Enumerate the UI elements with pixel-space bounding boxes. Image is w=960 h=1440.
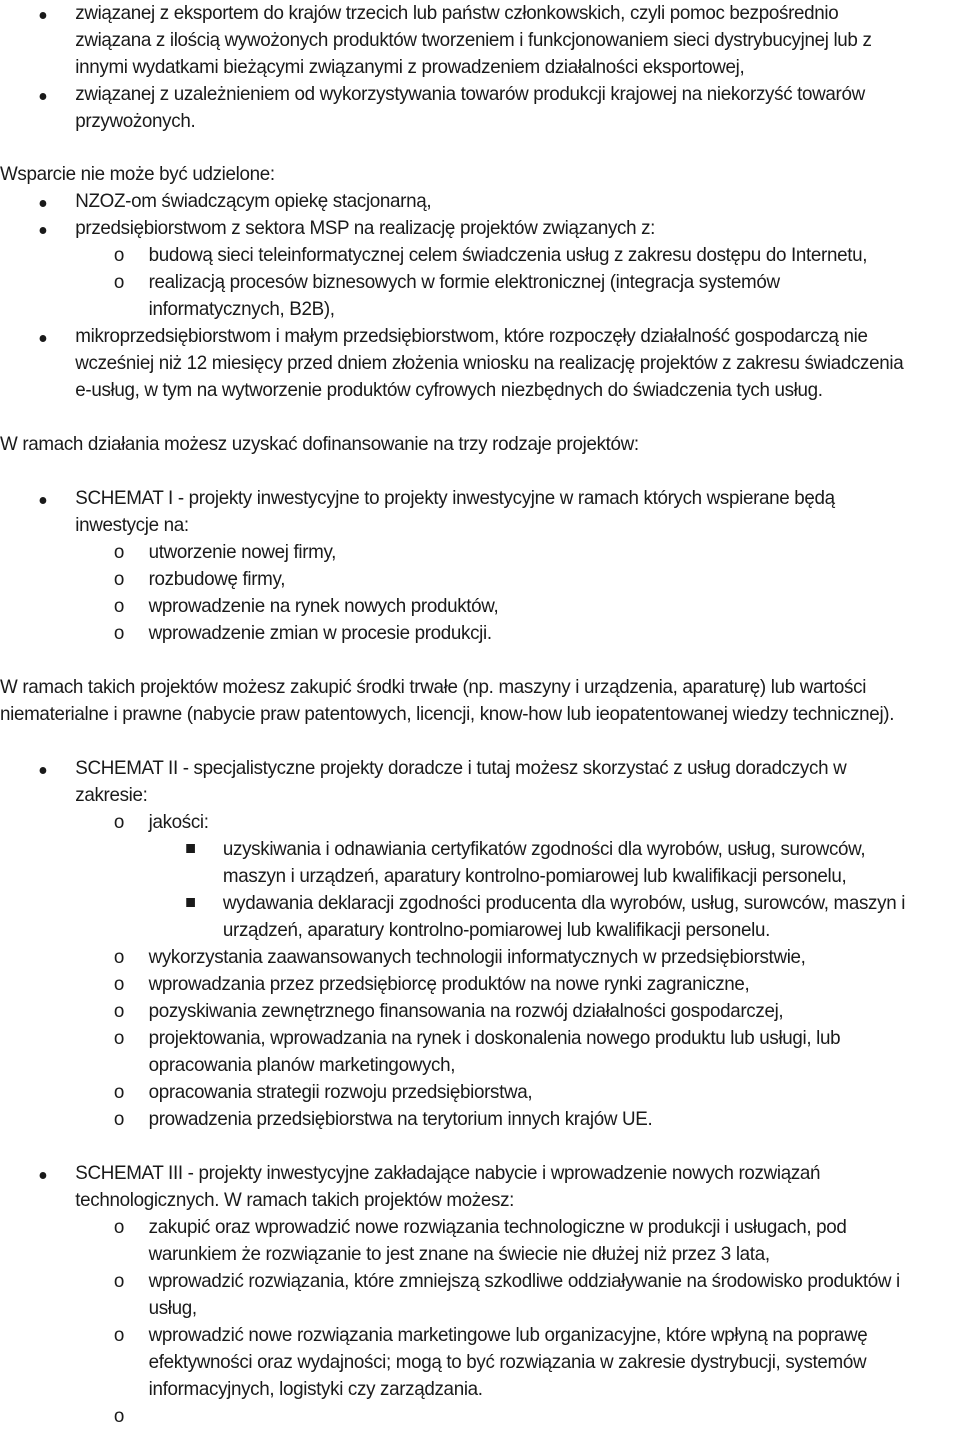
text-line: maszyn i urządzeń, aparatury kontrolno-pomiarowej lub kwalifikacji personelu, (222, 865, 847, 887)
section-heading: W ramach działania możesz uzyskać dofinansowanie na trzy rodzaje projektów: (0, 433, 639, 455)
text-line: pozyskiwania zewnętrznego finansowania na rozwój działalności gospodarczej, (148, 1000, 784, 1022)
circle-bullet-icon: o (113, 244, 125, 266)
text-line: SCHEMAT III - projekty inwestycyjne zakładające nabycie i wprowadzenie nowych rozwiązań (75, 1162, 821, 1184)
text-line: opracowania strategii rozwoju przedsiębiorstwa, (148, 1081, 533, 1103)
text-line: efektywności oraz wydajności; mogą to być rozwiązania w zakresie dystrybucji, systemów (148, 1351, 867, 1373)
circle-bullet-icon: o (113, 946, 125, 968)
bullet-icon (40, 12, 47, 19)
text-line: projektowania, wprowadzania na rynek i doskonalenia nowego produktu lub usługi, lub (148, 1027, 841, 1049)
text-line: realizacją procesów biznesowych w formie elektronicznej (integracja systemów (148, 271, 780, 293)
bullet-icon (40, 1172, 47, 1179)
circle-bullet-icon: o (113, 1324, 125, 1346)
circle-bullet-icon: o (113, 1108, 125, 1130)
text-line: wprowadzenie zmian w procesie produkcji. (148, 622, 492, 644)
text-line: uzyskiwania i odnawiania certyfikatów zgodności dla wyrobów, usług, surowców, (222, 838, 866, 860)
text-line: NZOZ-om świadczącym opiekę stacjonarną, (75, 190, 432, 212)
text-line: związanej z uzależnieniem od wykorzystywania towarów produkcji krajowej na niekorzyść towarów (75, 83, 865, 105)
circle-bullet-icon: o (113, 811, 125, 833)
text-line: wydawania deklaracji zgodności producenta dla wyrobów, usług, surowców, maszyn i (222, 892, 906, 914)
text-line: niematerialne i prawne (nabycie praw patentowych, licencji, know-how lub ieopatentowanej wiedzy technicznej). (0, 703, 895, 725)
text-line: urządzeń, aparatury kontrolno-pomiarowej lub kwalifikacji personelu. (222, 919, 770, 941)
circle-bullet-icon: o (113, 1216, 125, 1238)
text-line: związanej z eksportem do krajów trzecich lub państw członkowskich, czyli pomoc bezpośrednio (75, 2, 839, 24)
text-line: opracowania planów marketingowych, (148, 1054, 456, 1076)
circle-bullet-icon: o (113, 1000, 125, 1022)
text-line: inwestycje na: (75, 514, 189, 536)
text-line: SCHEMAT I - projekty inwestycyjne to projekty inwestycyjne w ramach których wspierane będą (75, 487, 835, 509)
text-line: przedsiębiorstwom z sektora MSP na realizację projektów związanych z: (75, 217, 656, 239)
bullet-icon (40, 93, 47, 100)
text-line: przywożonych. (75, 110, 196, 132)
circle-bullet-icon: o (113, 973, 125, 995)
text-line: SCHEMAT II - specjalistyczne projekty doradcze i tutaj możesz skorzystać z usług doradczych w (75, 757, 847, 779)
text-line: jakości: (148, 811, 209, 833)
bullet-icon (40, 767, 47, 774)
text-line: wcześniej niż 12 miesięcy przed dniem złożenia wniosku na realizację projektów z zakresu świadczenia (75, 352, 904, 374)
text-line: wprowadzenie na rynek nowych produktów, (148, 595, 499, 617)
circle-bullet-icon: o (113, 1405, 125, 1427)
text-line: zakupić oraz wprowadzić nowe rozwiązania technologiczne w produkcji i usługach, pod (148, 1216, 847, 1238)
bullet-icon (40, 497, 47, 504)
square-bullet-icon (186, 844, 195, 853)
text-line: prowadzenia przedsiębiorstwa na terytorium innych krajów UE. (148, 1108, 653, 1130)
circle-bullet-icon: o (113, 1270, 125, 1292)
circle-bullet-icon: o (113, 271, 125, 293)
circle-bullet-icon: o (113, 1027, 125, 1049)
text-line: związana z ilością wywożonych produktów tworzeniem i funkcjonowaniem sieci dystrybucyjnej lub z (75, 29, 872, 51)
text-line: warunkiem że rozwiązanie to jest znane na świecie nie dłużej niż przez 3 lata, (148, 1243, 770, 1265)
text-line: usług, (148, 1297, 197, 1319)
text-line: wykorzystania zaawansowanych technologii informatycznych w przedsiębiorstwie, (148, 946, 806, 968)
text-line: rozbudowę firmy, (148, 568, 286, 590)
text-line: zakresie: (75, 784, 148, 806)
section-heading: Wsparcie nie może być udzielone: (0, 163, 275, 185)
bullet-icon (40, 200, 47, 207)
square-bullet-icon (186, 898, 195, 907)
text-line: innymi wydatkami bieżącymi związanymi z prowadzeniem działalności eksportowej, (75, 56, 745, 78)
circle-bullet-icon: o (113, 622, 125, 644)
text-line: utworzenie nowej firmy, (148, 541, 337, 563)
text-line: wprowadzić rozwiązania, które zmniejszą szkodliwe oddziaływanie na środowisko produktów i (148, 1270, 900, 1292)
text-line: informatycznych, B2B), (148, 298, 335, 320)
circle-bullet-icon: o (113, 541, 125, 563)
text-line: informacyjnych, logistyki czy zarządzania. (148, 1378, 483, 1400)
text-line: wprowadzania przez przedsiębiorcę produktów na nowe rynki zagraniczne, (148, 973, 750, 995)
text-line: W ramach takich projektów możesz zakupić środki trwałe (np. maszyny i urządzenia, aparaturę) lub wartości (0, 676, 867, 698)
bullet-icon (40, 335, 47, 342)
text-line: wprowadzić nowe rozwiązania marketingowe lub organizacyjne, które wpłyną na poprawę (148, 1324, 868, 1346)
text-line: e-usług, w tym na wytworzenie produktów cyfrowych niezbędnych do świadczenia tych usług. (75, 379, 823, 401)
text-line: budową sieci teleinformatycznej celem świadczenia usług z zakresu dostępu do Internetu, (148, 244, 868, 266)
circle-bullet-icon: o (113, 1081, 125, 1103)
text-line: mikroprzedsiębiorstwom i małym przedsiębiorstwom, które rozpoczęły działalność gospodarczą nie (75, 325, 868, 347)
text-line: technologicznych. W ramach takich projektów możesz: (75, 1189, 515, 1211)
circle-bullet-icon: o (113, 568, 125, 590)
circle-bullet-icon: o (113, 595, 125, 617)
bullet-icon (40, 227, 47, 234)
